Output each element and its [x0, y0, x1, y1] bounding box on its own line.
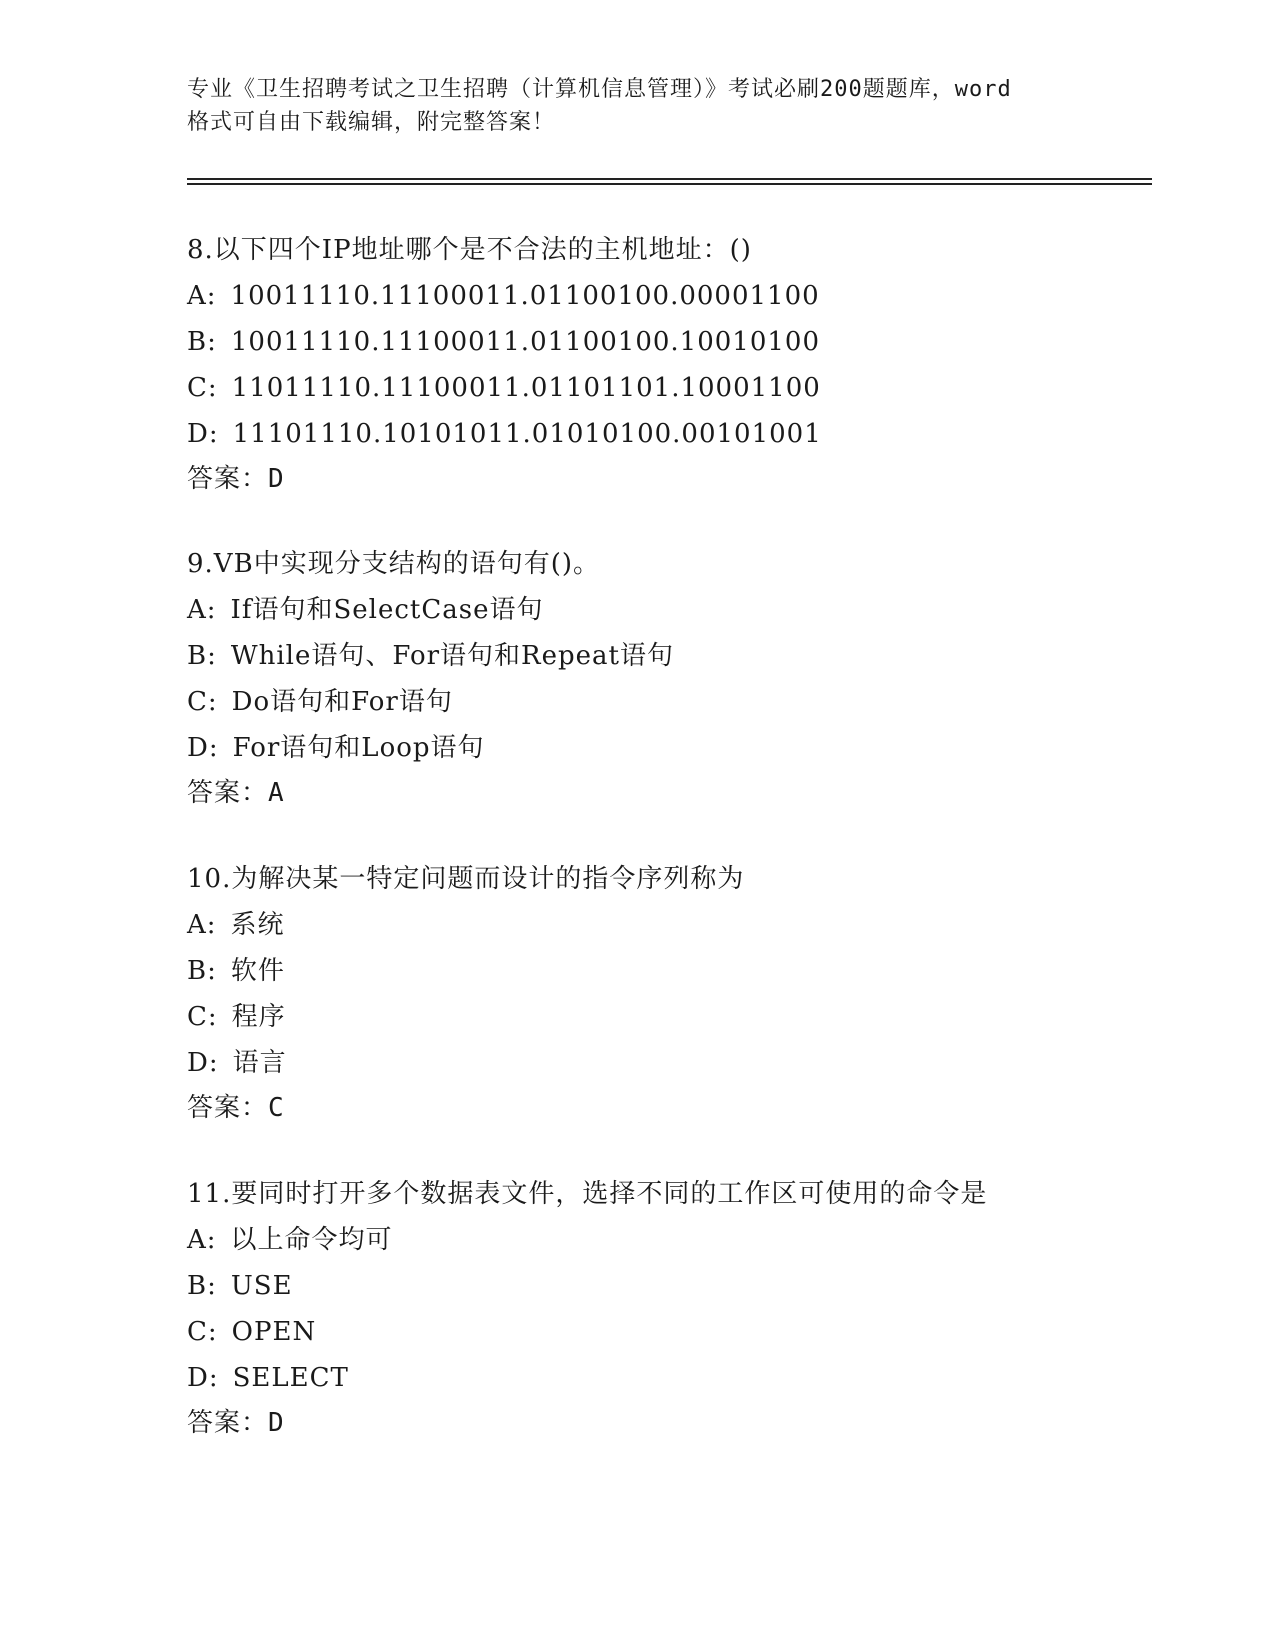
option-text: 系统: [230, 910, 285, 940]
option-a: [187, 902, 1137, 948]
question-8: [187, 227, 1137, 501]
option-b: [187, 1263, 1137, 1309]
question-title: 9.VB中实现分支结构的语句有()。: [187, 549, 600, 579]
option-text: OPEN: [231, 1317, 317, 1347]
option-text: For语句和Loop语句: [232, 733, 485, 763]
option-d: [187, 725, 1137, 771]
option-text: 11011110.11100011.01101101.10001100: [231, 373, 821, 403]
option-letter: D:: [187, 1363, 219, 1393]
option-text: If语句和SelectCase语句: [230, 595, 544, 625]
option-letter: C:: [187, 687, 218, 717]
answer-text: 答案：C: [187, 1093, 285, 1123]
option-a: [187, 587, 1137, 633]
question-title: 8.以下四个IP地址哪个是不合法的主机地址：(): [187, 235, 752, 265]
question-10: [187, 856, 1137, 1130]
option-c: [187, 994, 1137, 1040]
option-c: [187, 679, 1137, 725]
option-text: 软件: [230, 956, 285, 986]
question-title: 10.为解决某一特定问题而设计的指令序列称为: [187, 864, 745, 894]
option-b: [187, 633, 1137, 679]
option-d: [187, 1355, 1137, 1401]
option-text: 11101110.10101011.01010100.00101001: [232, 419, 822, 449]
question-title: 11.要同时打开多个数据表文件，选择不同的工作区可使用的命令是: [187, 1179, 988, 1209]
option-a: [187, 1217, 1137, 1263]
option-text: 10011110.11100011.01100100.10010100: [230, 327, 821, 357]
answer-text: 答案：D: [187, 464, 285, 494]
option-letter: C:: [187, 373, 218, 403]
option-letter: D:: [187, 1048, 219, 1078]
header-divider-top: [187, 178, 1152, 180]
option-letter: A:: [187, 595, 217, 625]
option-text: 以上命令均可: [230, 1225, 393, 1255]
option-letter: A:: [187, 281, 217, 311]
header-line-1: 专业《卫生招聘考试之卫生招聘（计算机信息管理）》考试必刷200题题库，word: [187, 77, 1012, 102]
option-c: [187, 365, 1137, 411]
question-9: [187, 541, 1137, 815]
answer-text: 答案：A: [187, 778, 285, 808]
option-letter: C:: [187, 1002, 218, 1032]
option-d: [187, 1040, 1137, 1086]
question-11: [187, 1171, 1137, 1445]
option-text: USE: [230, 1271, 293, 1301]
option-text: Do语句和For语句: [231, 687, 453, 717]
option-letter: A:: [187, 910, 217, 940]
option-text: 语言: [232, 1048, 287, 1078]
option-text: SELECT: [232, 1363, 349, 1393]
document-header: [187, 73, 1087, 139]
option-b: [187, 319, 1137, 365]
option-b: [187, 948, 1137, 994]
option-letter: B:: [187, 641, 217, 671]
option-d: [187, 411, 1137, 457]
option-letter: B:: [187, 1271, 217, 1301]
option-letter: B:: [187, 956, 217, 986]
option-c: [187, 1309, 1137, 1355]
header-line-2: 格式可自由下载编辑，附完整答案！: [187, 110, 556, 135]
option-letter: D:: [187, 733, 219, 763]
option-text: 10011110.11100011.01100100.00001100: [230, 281, 820, 311]
option-text: While语句、For语句和Repeat语句: [230, 641, 675, 671]
option-letter: C:: [187, 1317, 218, 1347]
option-letter: A:: [187, 1225, 217, 1255]
option-a: [187, 273, 1137, 319]
answer-text: 答案：D: [187, 1408, 285, 1438]
option-text: 程序: [231, 1002, 286, 1032]
option-letter: B:: [187, 327, 217, 357]
option-letter: D:: [187, 419, 219, 449]
header-divider-bottom: [187, 183, 1152, 185]
